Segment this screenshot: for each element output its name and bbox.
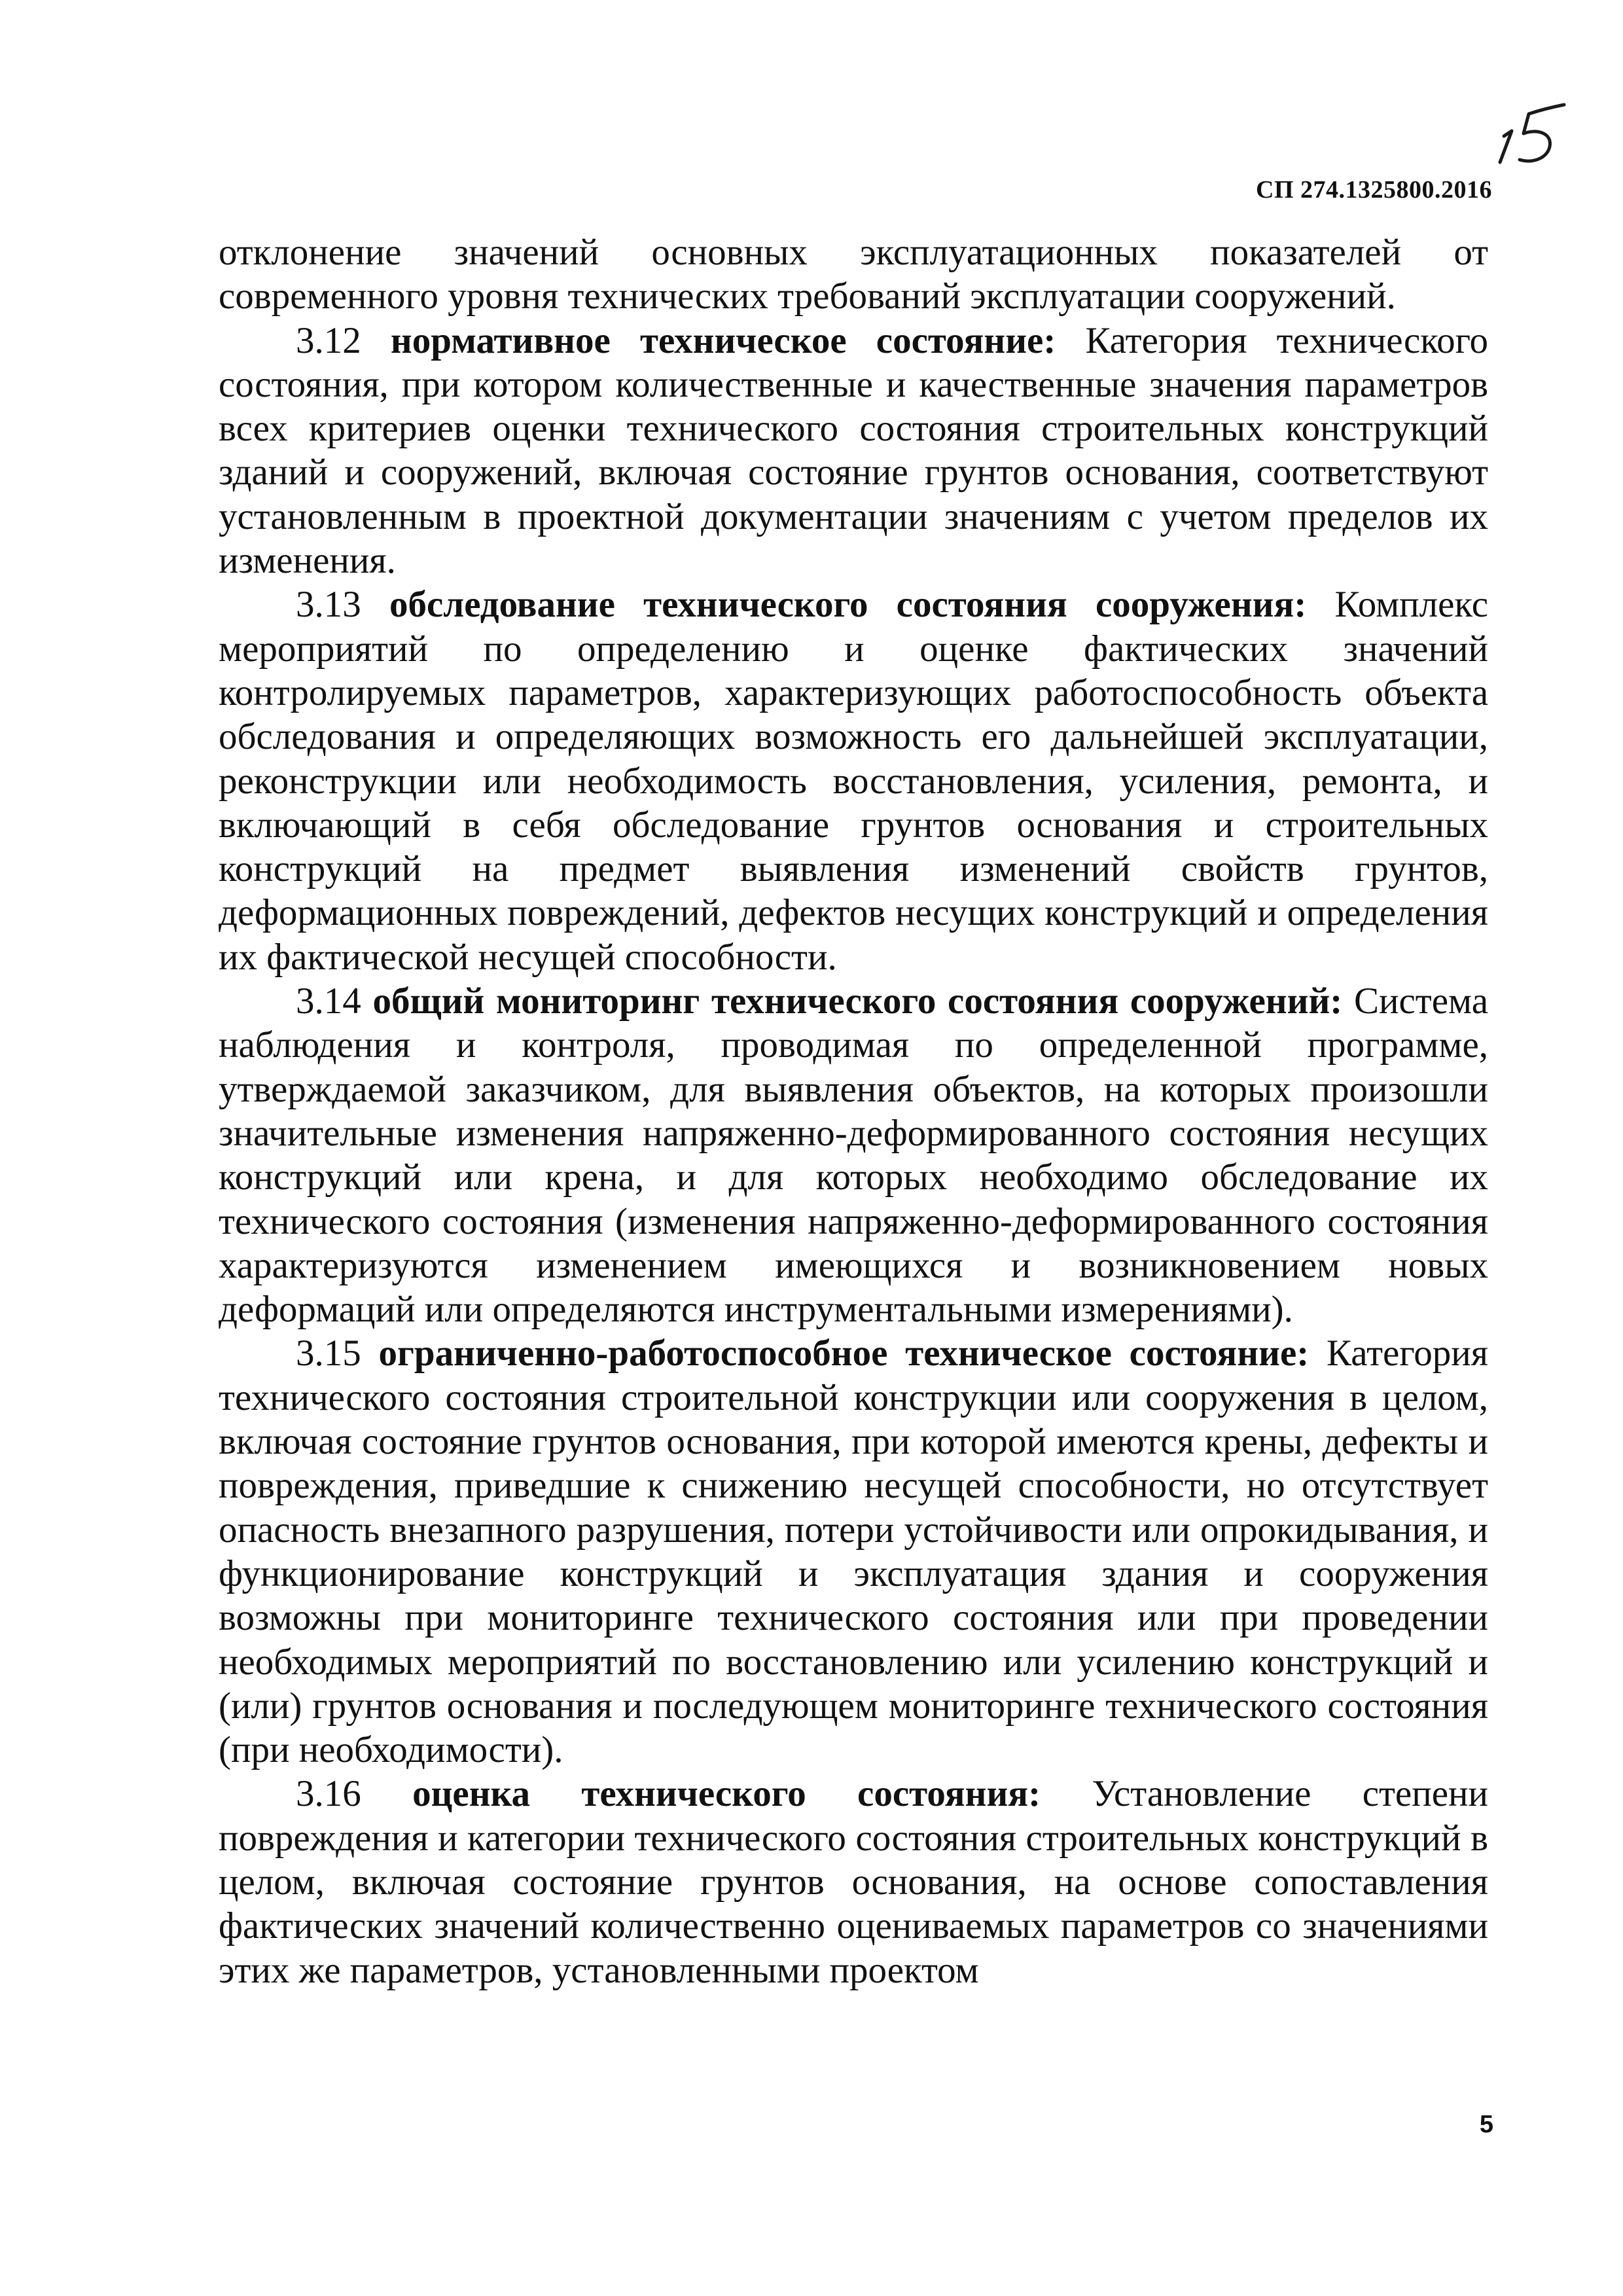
section-definition: Установление степени повреждения и категории технического состояния строительных конструкций в целом, включая состояние грунтов основания, на основе сопоставления фактических значений количественно оцениваемых параметров со значениями этих же параметров, установленными проектом xyxy=(219,1773,1489,1991)
section-3-13 xyxy=(219,583,1488,979)
section-3-14 xyxy=(219,979,1488,1331)
section-term: общий мониторинг технического состояния сооружений: xyxy=(372,980,1343,1022)
section-number: 3.12 xyxy=(296,319,361,361)
section-3-16 xyxy=(219,1772,1488,1992)
section-number: 3.16 xyxy=(296,1773,361,1815)
section-term: обследование технического состояния сооружения: xyxy=(389,584,1307,626)
section-definition: Категория технического состояния строительной конструкции или сооружения в целом, включая состояние грунтов основания, при которой имеются крены, дефекты и повреждения, приведшие к снижению несущей способности, но отсутствует опасность внезапного разрушения, потери устойчивости или опрокидывания, и функционирование конструкций и эксплуатация здания и сооружения возможны при мониторинге технического состояния или при проведении необходимых мероприятий по восстановлению или усилению конструкций и (или) грунтов основания и последующем мониторинге технического состояния (при необходимости). xyxy=(219,1333,1488,1771)
section-definition: Категория технического состояния, при котором количественные и качественные значения параметров всех критериев оценки технического состояния строительных конструкций зданий и сооружений, включая состояние грунтов основания, соответствуют установленным в проектной документации значениям с учетом пределов их изменения. xyxy=(219,319,1489,582)
document-body xyxy=(219,230,1488,1992)
continuation-paragraph: отклонение значений основных эксплуатационных показателей от современного уровня технических требований эксплуатации сооружений. xyxy=(219,232,1488,317)
section-definition: Комплекс мероприятий по определению и оценке фактических значений контролируемых параметров, характеризующих работоспособность объекта обследования и определяющих возможность его дальнейшей эксплуатации, реконструкции или необходимость восстановления, усиления, ремонта, и включающий в себя обследование грунтов основания и строительных конструкций на предмет выявления изменений свойств грунтов, деформационных повреждений, дефектов несущих конструкций и определения их фактической несущей способности. xyxy=(219,584,1489,978)
section-number: 3.13 xyxy=(296,584,361,626)
page-number: 5 xyxy=(1479,2111,1493,2138)
section-term: оценка технического состояния: xyxy=(412,1773,1041,1815)
section-number: 3.15 xyxy=(296,1333,361,1374)
section-3-15 xyxy=(219,1331,1488,1772)
section-definition: Система наблюдения и контроля, проводимая по определенной программе, утверждаемой заказчиком, для выявления объектов, на которых произошли значительные изменения напряженно-деформированного состояния несущих конструкций или крена, и для которых необходимо обследование их технического состояния (изменения напряженно-деформированного состояния характеризуются изменением имеющихся и возникновением новых деформаций или определяются инструментальными измерениями). xyxy=(219,980,1488,1331)
document-code: СП 274.1325800.2016 xyxy=(1256,176,1492,204)
section-3-12 xyxy=(219,319,1488,583)
section-term: нормативное техническое состояние: xyxy=(390,319,1056,361)
section-term: ограниченно-работоспособное техническое состояние: xyxy=(378,1333,1310,1374)
handwritten-sheet-number xyxy=(1486,98,1584,170)
section-number: 3.14 xyxy=(296,980,361,1022)
